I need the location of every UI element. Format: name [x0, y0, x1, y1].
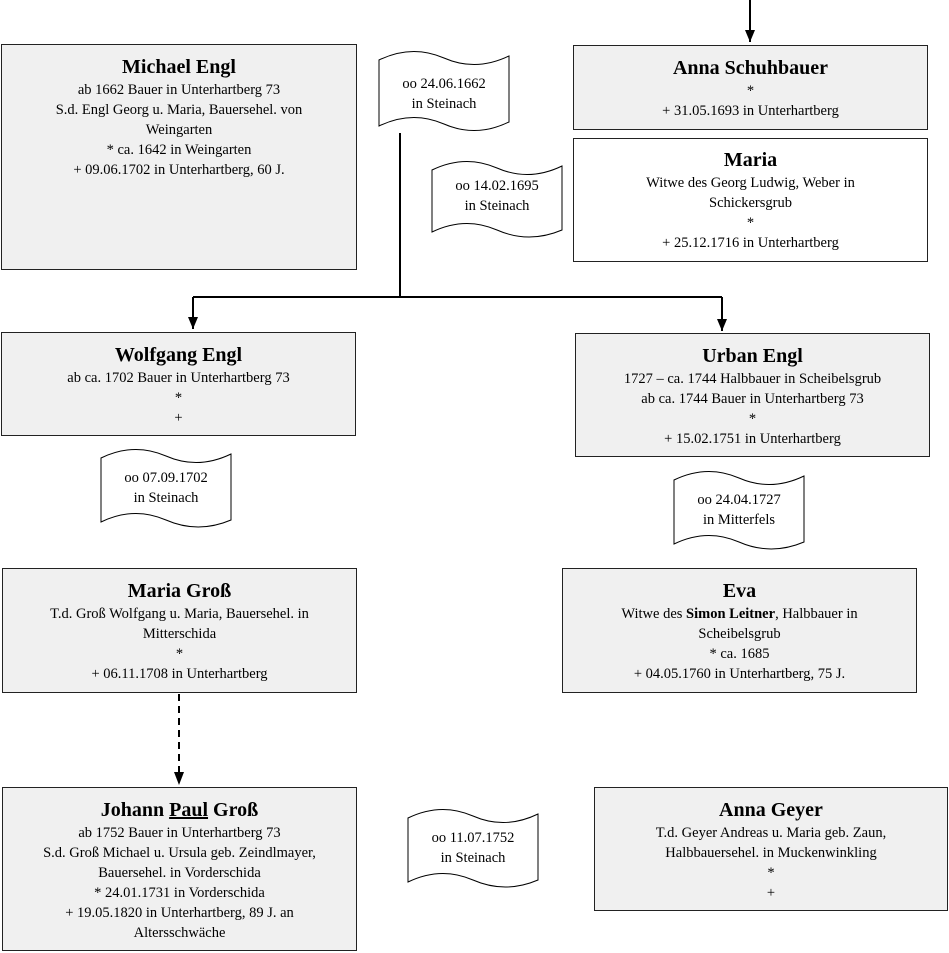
- person-name: Wolfgang Engl: [114, 344, 243, 366]
- person-box-anna-geyer: [594, 787, 948, 911]
- marriage-date: oo 24.06.1662: [402, 76, 486, 92]
- person-line: Mitterschida: [142, 626, 217, 642]
- marriage-place: in Mitterfels: [702, 512, 776, 528]
- person-line: + 19.05.1820 in Unterhartberg, 89 J. an: [65, 905, 294, 921]
- person-line: Altersschwäche: [133, 925, 226, 941]
- person-line: Scheibelsgrub: [698, 626, 781, 642]
- person-line: + 25.12.1716 in Unterhartberg: [662, 235, 839, 251]
- person-line: *: [767, 865, 775, 881]
- name-part: Johann: [100, 799, 170, 821]
- person-line: T.d. Geyer Andreas u. Maria geb. Zaun,: [655, 825, 887, 841]
- marriage-scroll-1662: [378, 48, 510, 134]
- person-line: + 04.05.1760 in Unterhartberg, 75 J.: [633, 666, 846, 682]
- person-box-michael-engl: [1, 44, 357, 270]
- person-name: Michael Engl: [122, 56, 236, 78]
- marriage-date: oo 24.04.1727: [697, 492, 781, 508]
- person-name: Anna Schuhbauer: [672, 57, 829, 79]
- person-line: * ca. 1642 in Weingarten: [106, 142, 252, 158]
- marriage-scroll-1727: [673, 468, 805, 552]
- person-line: *: [746, 83, 755, 99]
- person-line: *: [174, 390, 183, 406]
- person-box-wolfgang-engl: [1, 332, 356, 436]
- person-line: ab ca. 1744 Bauer in Unterhartberg 73: [641, 391, 864, 407]
- person-box-urban-engl: [575, 333, 930, 457]
- name-part: Groß: [208, 799, 259, 821]
- text-part: Witwe des: [621, 606, 687, 622]
- marriage-scroll-1752: [407, 806, 539, 890]
- person-line: +: [174, 410, 183, 426]
- marriage-place: in Steinach: [133, 490, 199, 506]
- person-box-anna-schuhbauer: [573, 45, 928, 130]
- marriage-scroll-1702: [100, 446, 232, 530]
- person-line: *: [175, 646, 184, 662]
- person-line: * 24.01.1731 in Vorderschida: [94, 885, 265, 901]
- person-line: Halbbauersehel. in Muckenwinkling: [665, 845, 877, 861]
- person-line: Weingarten: [145, 122, 213, 138]
- person-line: ab 1662 Bauer in Unterhartberg 73: [77, 82, 281, 98]
- person-line: S.d. Groß Michael u. Ursula geb. Zeindlmayer,: [43, 845, 316, 861]
- marriage-scroll-1695: [431, 158, 563, 240]
- marriage-date: oo 07.09.1702: [124, 470, 208, 486]
- person-line: + 15.02.1751 in Unterhartberg: [664, 431, 841, 447]
- person-line: * ca. 1685: [709, 646, 770, 662]
- person-line: *: [746, 215, 755, 231]
- marriage-place: in Steinach: [464, 198, 530, 214]
- person-line: S.d. Engl Georg u. Maria, Bauersehel. von: [55, 102, 303, 118]
- person-line: +: [766, 885, 776, 901]
- person-name: Maria Groß: [127, 580, 232, 602]
- person-name: Anna Geyer: [719, 799, 823, 821]
- person-name: Eva: [722, 580, 757, 602]
- person-line: ab ca. 1702 Bauer in Unterhartberg 73: [67, 370, 290, 386]
- person-box-maria-ludwig: [573, 138, 928, 262]
- marriage-place: in Steinach: [440, 850, 506, 866]
- person-line: ab 1752 Bauer in Unterhartberg 73: [78, 825, 281, 841]
- person-line: Bauersehel. in Vorderschida: [98, 865, 261, 881]
- person-line: + 31.05.1693 in Unterhartberg: [662, 103, 839, 119]
- marriage-date: oo 14.02.1695: [455, 178, 539, 194]
- person-line: T.d. Groß Wolfgang u. Maria, Bauersehel. in: [50, 606, 309, 622]
- person-box-johann-paul-gross: [2, 787, 357, 951]
- person-line: Witwe des Georg Ludwig, Weber in: [646, 175, 855, 191]
- name-part-underlined: Paul: [169, 799, 209, 821]
- person-name: Urban Engl: [702, 345, 803, 367]
- person-line: + 09.06.1702 in Unterhartberg, 60 J.: [73, 162, 285, 178]
- arrowhead-dashed: [174, 772, 184, 785]
- person-line: Schickersgrub: [709, 195, 792, 211]
- person-line: *: [748, 411, 757, 427]
- spouse-name-bold: Simon Leitner: [686, 606, 776, 622]
- person-line: [563, 604, 916, 624]
- person-line: 1727 – ca. 1744 Halbbauer in Scheibelsgrub: [623, 371, 882, 387]
- person-box-eva: [562, 568, 917, 693]
- marriage-date: oo 11.07.1752: [431, 830, 515, 846]
- text-part: , Halbbauer in: [775, 606, 858, 622]
- person-name: [3, 798, 356, 823]
- person-box-maria-gross: [2, 568, 357, 693]
- person-line: + 06.11.1708 in Unterhartberg: [91, 666, 268, 682]
- marriage-place: in Steinach: [411, 96, 477, 112]
- person-name: Maria: [723, 149, 778, 171]
